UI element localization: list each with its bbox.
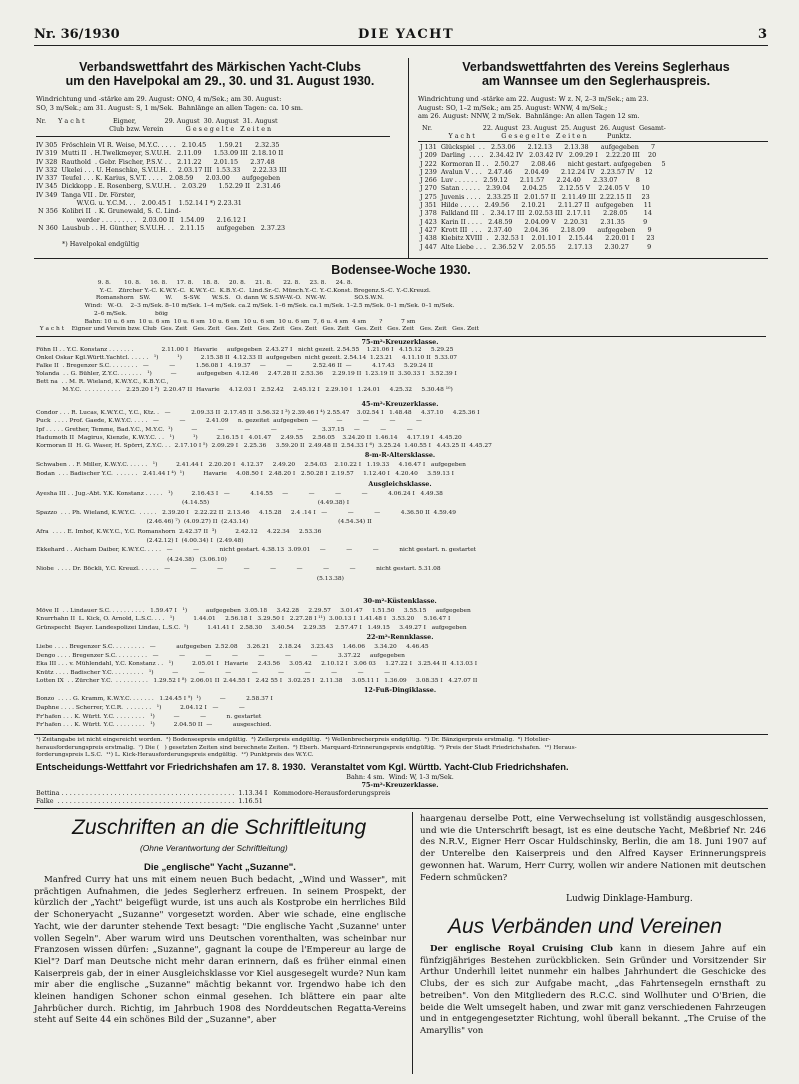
letters-subheading: (Ohne Verantwortung der Schriftleitung)	[140, 843, 288, 853]
magazine-title: DIE YACHT	[358, 27, 455, 42]
seglerhaus-rule	[418, 141, 768, 142]
class-22-results: Liebe . . . . Bregenzer S.C. . . . . . . . . — aufgegeben 2.52.08 3.26.21 2.18.24 3.23.43 1.46.06 3.34.20 4.46.45 Dengo . . . . Bregenzer S.C. . . . . . . . . — — — — — — — 3.37.22 aufgegeben Eka III . . . v. Mühlendahl, Y.C. Konstanz . . ¹) 2.05.01 I Havarie 2.43.56 3.05.42 2.10.12 I 3.06 03 1.27.22 I 3.25.44 II 4.13.03 I Knütz . . . . Badischer Y.C. . . . . . . . . ¹) — — — — — — — — — Lotten IX . . Zürcher Y.C. . . . . . . . . . 1.29.52 I ⁸) 2.06.01 II 2.44.55 I 2.42 55 I 3.02.25 I 2.11.38 3.05.11 I 1.36.09 3.08.35 I 4.27.07 II	[36, 644, 478, 685]
class-30-results: Möve II . . Lindauer S.C. . . . . . . . . . 1.59.47 I ¹) aufgegeben 3.05.18 3.42.28 2.29.57 3.01.47 1.51.50 3.55.15 aufgegeben Knurrhahn II L. Kick, O. Arnold, L.S.C. . . . ¹) 1.44.01 2.56.18 I 3.29.50 I 2.27.28 I ¹¹) 3.00.13 I 1.41.48 I 3.53.20 5.16.47 I Grünspecht Bayer. Landespolizei Lindau, L.S.C. ¹) 1.41.41 I 2.58.30 3.40.54 2.29.35 2.57.47 I 1.49.15 3.49.27 I aufgegeben	[36, 608, 471, 631]
letter-signature: Ludwig Dinklage-Hamburg.	[566, 894, 693, 904]
letter-body	[34, 875, 406, 1027]
dingi-label: 12-Fuß-Dingiklasse.	[363, 686, 437, 694]
class-45-results: Condor . . . R. Lucas, K.W.Y.C., Y.C., Ktz. . — 2.09.33 II 2.17.45 II 3.56.32 I ³) 2.39.46 I ⁴) 2.55.47 3.02.54 I 1.48.48 4.37.10 4.25.36 I Puck . . . . Prof. Gaede, K.W.Y.C. . . . . — — 2.41.09 n. gezeitet aufgegeben — — — — — Ipf . . . . . Grether, Temme, Bad.Y.C., M.Y.C. ¹) — — — — — 3.37.15 — — — Hadumoth II Magirus, Kienzle, K.W.Y.C. . . ¹) ¹) 2.16.15 I 4.01.47 2.49.55 2.56.05 3.24.20 II 1.46.14 4.17.19 I 4.45.20 Kormoran II H. G. Waser, H. Spörri, Z.Y.C. . . 2.17.10 I ⁵) 2.09.29 I 2.25.36 3.59.20 II 2.49.48 II 2.54.33 I ⁶) 3.25.24 1.40.55 I 4.43.25 II 4.45.27	[36, 410, 492, 450]
class-8mR-results: Schwaben . . F. Miller, K.W.Y.C. . . . . . ¹) 2.41.44 I 2.20.20 I 4.12.37 2.49.20 2.54.03 2.10.22 I 1.19.33 4.16.47 I aufgegeben Bodan . . . Badischer Y.C. . . . . . . 2.41.44 I ⁴) ¹) Havarie 4.08.50 I 2.48.20 I 2.50.28 I 2.19.57 1.12.40 I 4.20.40 3.59.13 I	[36, 462, 466, 477]
footnote-rule	[34, 734, 768, 735]
class-45-label: 45-m²-Kreuzerklasse.	[361, 400, 439, 408]
havelpokal-rule	[36, 136, 390, 137]
ausgleich-label: Ausgleichsklasse.	[368, 480, 432, 488]
havelpokal-wind: Windrichtung und -stärke am 29. August: ONO, 4 m/Sek.; am 30. August: SO, 3 m/Sek.; am 31. August: S, 1 m/Sek. Bahnlänge an allen Tagen: ca. 10 sm.	[36, 95, 303, 112]
havelpokal-results: IV 305 Fröschlein VI R. Weise, M.Y.C. . . . . 2.10.45 1.59.21 2.32.35 IV 319 Mutti II . H.Twelkmeyer, S.V.U.H. 2.11.09 1.53.09 III 2.18.10 II IV 328 Rauthold . Gebr. Fischer, P.S.V. . . 2.11.22 2.01.15 2.37.48 IV 332 Ukelei . . . U. Henschke, S.V.U.H. . 2.03.17 III 1.53.33 2.22.33 III IV 337 Teufel . . . K. Karius, S.V.T. . . . . 2.08.59 2.03.00 aufgegeben IV 345 Dickkopp . E. Rosenberg, S.V.U.H. . 2.03.29 1.52.29 II 2.31.46 IV 349 Tanga VII . Dr. Förster, W.V.G. u. Y.C.M. . . 2.00.45 I 1.52.14 I *) 2.23.31 N 356 Kolibri II . K. Grunewald, S. C. Lind- werder . . . . . . . . . 2.03.00 II 1.54.09 2.16.12 I N 360 Lausbub . . H. Günther, S.V.U.H. . . 2.11.15 aufgegeben 2.37.23	[36, 141, 287, 232]
column-divider	[408, 58, 409, 258]
letters-heading: Zuschriften an die Schriftleitung	[72, 816, 367, 839]
class-75-label: 75-m²-Kreuzerklasse.	[361, 338, 439, 346]
letter-continuation	[420, 814, 766, 884]
page-number: 3	[758, 27, 768, 42]
bodensee-footnotes: ¹) Zeitangabe ist nicht eingereicht worden. ²) Bodenseepreis endgültig. ³) Zellerpreis endgültig. ⁴) Wellenbrecherpreis endgültig. ⁵) Dr. Bänzigerpreis erstmalig. ⁶) Hotelier- herausforderungspreis erstmalig. ⁷) Die ( ) gesetzten Zeiten sind berechnete Zeiten. ⁸) Eberh. Marquard-Erinnerungspreis endgültig. ⁹) Preis der Stadt Friedrichshafen. ¹⁰) Heraus- forderungspreis L.S.C. ¹¹) L. Kick-Herausforderungspreis endgültig. ¹²) Punktpreis des W.Y.C.	[36, 737, 577, 759]
seglerhaus-wind: Windrichtung und -stärke am 22. August: W z. N, 2–3 m/Sek.; am 23. August: SO, 1–2 m/Sek.; am 25. August: WNW, 4 m/Sek.; am 26. August: NNW, 2 m/Sek. Bahnlänge: An allen Tagen 12 sm.	[418, 95, 649, 121]
letter-title: Die „englische" Yacht „Suzanne".	[144, 862, 296, 873]
section-rule-2	[34, 808, 768, 809]
issue-number: Nr. 36/1930	[34, 27, 120, 42]
column-divider-2	[412, 812, 413, 1074]
letter-continuation-text: haargenau derselbe Pott, eine Verwechselung ist vollständig ausgeschlossen, und wie die Unterschrift besagt, ist es eine deutsche Yacht, Meßbrief Nr. 246 des N.R.V., Eigner Herr Oscar Huldschinsky, Berlin, die am 18. Juni 1907 auf der Unterelbe den Kaiserpreis und den Alfred Kayser Erinnerungspreis gewonnen hat. Warum, Herr Curry, wollen wir andere Nationen mit deutschen Federn schmücken?	[420, 814, 766, 883]
decision-race-results: Bettina . . . . . . . . . . . . . . . . . . . . . . . . . . . . . . . . . . . . . . . . . . . 1.13.34 I Kommodore-Herausforderungspreis Falke . . . . . . . . . . . . . . . . . . . . . . . . . . . . . . . . . . . . . . . . . . . . 1.16.51	[36, 789, 391, 806]
header-rule	[34, 45, 768, 46]
ausgleich-results: Ayesha III . . Jug.-Abt. Y.K. Konstanz . . . . . ¹) 2.16.43 I — 4.14.55 — — — — 4.06.24 I 4.49.38 (4.14.55) (4.49.38) I Spazzo . . . Ph. Wieland, K.W.Y.C. . . . . . 2.39.20 I 2.22.22 II 2.13.46 4.15.28 2.4 .14 I — — — 4.36.50 II 4.59.49 (2.46.46) ⁷) (4.09.27) II (2.43.14) (4.54.34) II Afra . . . . E. Imhof, K.W.Y.C., Y.C. Romanshorn 2.42.37 II ³) 2.42.12 4.22.34 2.53.36 (2.42.12) I (4.00.34) I (2.49.48) Ekkehard . . Aicham Daiber, K.W.Y.C. . . . . — — nicht gestart. 4.38.13 3.09.01 — — — nicht gestart. n. gestartet (4.24.38) (3.06.10) Niobe . . . . Dr. Böckli, Y.C. Kreuzl. . . . . . — — — — — — — — nicht gestart. 5.31.08 (5.13.38)	[36, 491, 477, 582]
dingi-results: Bonzo . . . . G. Kramm, K.W.Y.C. . . . . . . 1.24.45 I ⁹) ¹) — 2.58.37 I Daphne . . . . Scherrer, Y.C.R. . . . . . . . ¹) 2.04.12 I — — Fr'hafen . . . K. Württ. Y.C. . . . . . . . . ¹) — — n. gestartet Fr'hafen . . . K. Württ. Y.C. . . . . . . . . ¹) 2.04.50 II — ausgeschied.	[36, 696, 273, 729]
associations-body	[420, 944, 766, 1038]
decision-race-course: Bahn: 4 sm. Wind: W, 1-3 m/Sek.	[346, 773, 454, 781]
seglerhaus-title: Verbandswettfahrten des Vereins Seglerhaus am Wannsee um den Seglerhauspreis.	[462, 60, 730, 88]
class-75-results: Föhn II . . Y.C. Konstanz . . . . . . . 2.11.00 I Havarie aufgegeben 2.43.27 I nicht gezeit. 2.54.55 1.21.06 I 4.15.12 5.29.25 Onkel Oskar Kgl.Württ.Yachtcl. . . . . . ¹) ¹) 2.15.38 II 4.12.33 II aufgegeben nicht gezeit. 2.54.14 1.23.21 4.11.10 II 5.33.07 Falke II . Bregenzer S.C. . . . . . . . — — 1.56.08 I 4.19.37 — — 2.52.46 II — 4.17.43 5.29.24 II Yolanda . . G. Bühler, Z.Y.C. . . . . . . ¹) — aufgegeben 4.12.46 2.47.28 II 2.53.36 2.29.19 II 1.23.19 II 3.30.33 I 3.52.39 I Bett na . . M. R. Wieland, K.W.Y.C., K.B.Y.C., M.Y.C. . . . . . . . . . . 2.25.20 I ²) 2.20.47 II Havarie 4.12.03 I 2.52.42 2.45.12 I 2.29.10 I 1.24.01 4.25.32 5.30.48 ¹⁰)	[36, 347, 458, 393]
letter-text: Manfred Curry hat uns mit einem neuen Buch bedacht, „Wind und Wasser", mit prächtigen Aufnahmen, die jedes Seglerherz erfreuen. In seinem Prospekt, der kürzlich der „Yacht" beigefügt wurde, ist uns auch als Kostprobe ein herrliches Bild der Schoneryacht „Suzanne" vorgesetzt worden. Aber wie schade, eine englische Yacht, wie der darunter stehende Text besagt: "Die englische Yacht ‚Suzanne' unter vollen Segeln". Aber warum wird uns Deutschen vorenthalten, was scheinbar nur Franzosen wissen dürfen: „Suzanne", gagnant la coupe de l'Empereur au large de Kiel"? Darf man Deutsche nicht mehr daran erinnern, daß es früher einmal einen Kaiserpreis gab, der in einer Ausgleichsklasse vor Kiel ausgesegelt wurde? Nun kam mir aber die englische „Suzanne" mächtig bekannt vor. Irgendwo habe ich den kleinen handigen Schoner schon einmal gesehen. Ich blättere ein paar alte Jahrbücher durch. Richtig, im Jahrbuch 1908 des Norddeutschen Regatta-Vereins steht auf Seite 44 ein schönes Bild der „Suzanne", aber	[34, 875, 406, 1026]
rcc-name: Der englische Royal Cruising Club	[430, 944, 613, 954]
class-30-label: 30-m²-Küstenklasse.	[363, 597, 437, 605]
bodensee-title: Bodensee-Woche 1930.	[331, 263, 471, 277]
havelpokal-note: *) Havelpokal endgültig	[62, 240, 140, 248]
class-8mR-label: 8-m-R-Altersklasse.	[364, 451, 436, 459]
class-22-label: 22-m²-Rennklasse.	[366, 633, 434, 641]
seglerhaus-column-header: Nr. 22. August 23. August 25. August 26. August Gesamt- Y a c h t G e s e g e l t e Z e i t e n Punktz.	[422, 124, 666, 141]
associations-heading: Aus Verbänden und Vereinen	[448, 915, 722, 938]
bodensee-header-rule	[36, 336, 766, 337]
decision-race-class: 75-m²-Kreuzerklasse.	[361, 781, 439, 789]
bodensee-column-header: 9. 8. 10. 8. 16. 8. 17. 8. 18. 8. 20. 8. 21. 8. 22. 8. 23. 8. 24. 8. Y.-C. Zürcher Y.-C. K.W.Y.-C. K.W.Y.-C. K.B.Y.-C. Lind.Sr.-C. Münch.Y.-C. Y.-C.Konst. Bregenz.S.-C. Y.-C.Kreuzl. Romanshorn SW. W. S-SW. W.S.S. O. dann W. S.SW-W.-O. NW.-W. SO.S.W.N. Wind: W.-O. 2–3 m/Sek. 8–10 m/Sek. 1–4 m/Sek. ca.2 m/Sek. 1–6 m/Sek. ca.1 m/Sek. 1–2.5 m/Sek. 0–1 m/Sek. 0–1 m/Sek. 2–6 m/Sek. böig Bahn: 10 u. 6 sm 10 u. 6 sm 10 u. 6 sm 10 u. 6 sm 10 u. 6 sm 10 u. 6 sm 7, 6 u. 4 sm 4 sm ? 7 sm Y a c h t Eigner und Verein bzw. Club Ges. Zeit Ges. Zeit Ges. Zeit Ges. Zeit Ges. Zeit Ges. Zeit Ges. Zeit Ges. Zeit Ges. Zeit Ges. Zeit	[39, 280, 479, 333]
seglerhaus-results: J 131 Glückspiel . . 2.53.06 2.12.13 2.13.38 aufgegeben 7 J 209 Darling . . . . 2.34.42 IV 2.03.42 IV 2.09.29 I 2.22.20 III 20 J 222 Kormoran II . . 2.50.27 2.08.46 nicht gestart. aufgegeben 5 J 239 Avalun V . . . 2.47.46 2.04.49 2.12.24 IV 2.23.57 IV 12 J 266 Luv . . . . . . 2.59.12 2.11.57 2.24.40 2.33.07 8 J 270 Satan . . . . . 2.39.04 2.04.25 2.12.55 V 2.24.05 V 10 J 275 Juvenis . . . . 2.33.25 II 2.01.57 II 2.11.49 III 2.22.15 II 23 J 351 Hilde . . . . . 2.49.56 2.10.21 2.11.27 II aufgegeben 11 J 378 Falkland III . 2.34.17 III 2.02.53 III 2.17.11 2.28.05 14 J 423 Karin II . . . . 2.48.59 2.04.09 V 2.20.31 2.31.35 9 J 427 Krott III . . . 2.37.40 2.04.36 2.18.09 aufgegeben 9 J 438 Kiebitz XVIII . 2.32.53 I 2.01.10 I 2.15.44 2.20.01 I 23 J 447 Alte Liebe . . . 2.36.52 V 2.05.55 2.17.13 2.30.27 9	[420, 143, 666, 251]
section-rule	[34, 258, 768, 259]
decision-race-title: Entscheidungs-Wettfahrt vor Friedrichshafen am 17. 8. 1930. Veranstaltet vom Kgl. Württb. Yacht-Club Friedrichshafen.	[36, 761, 569, 772]
rcc-text: kann in diesem Jahre auf ein fünfzigjähriges Bestehen zurückblicken. Sein Gründer und Vorsitzender Sir Arthur Underhill leitet nunmehr ein halbes Jahrhundert die Geschicke des Clubs, der es sich zur Aufgabe macht, „das Fahrtensegeln ernsthaft zu betreiben". Von den Mitgliedern des R.C.C. sind Wollhuter und O'Brien, die beide die Welt umsegelt haben, und zwar mit ganz verschiedenen Fahrzeugen und in entgegengesetzter Richtung, wohl überall bekannt. „The Cruise of the Amaryllis" von	[420, 944, 766, 1036]
havelpokal-title: Verbandswettfahrt des Märkischen Yacht-Clubs um den Havelpokal am 29., 30. und 31. August 1930.	[65, 60, 375, 88]
havelpokal-column-header: Nr. Y a c h t Eigner, 29. August 30. August 31. August Club bzw. Verein G e s e g e l t e Z e i t e n	[36, 117, 278, 134]
